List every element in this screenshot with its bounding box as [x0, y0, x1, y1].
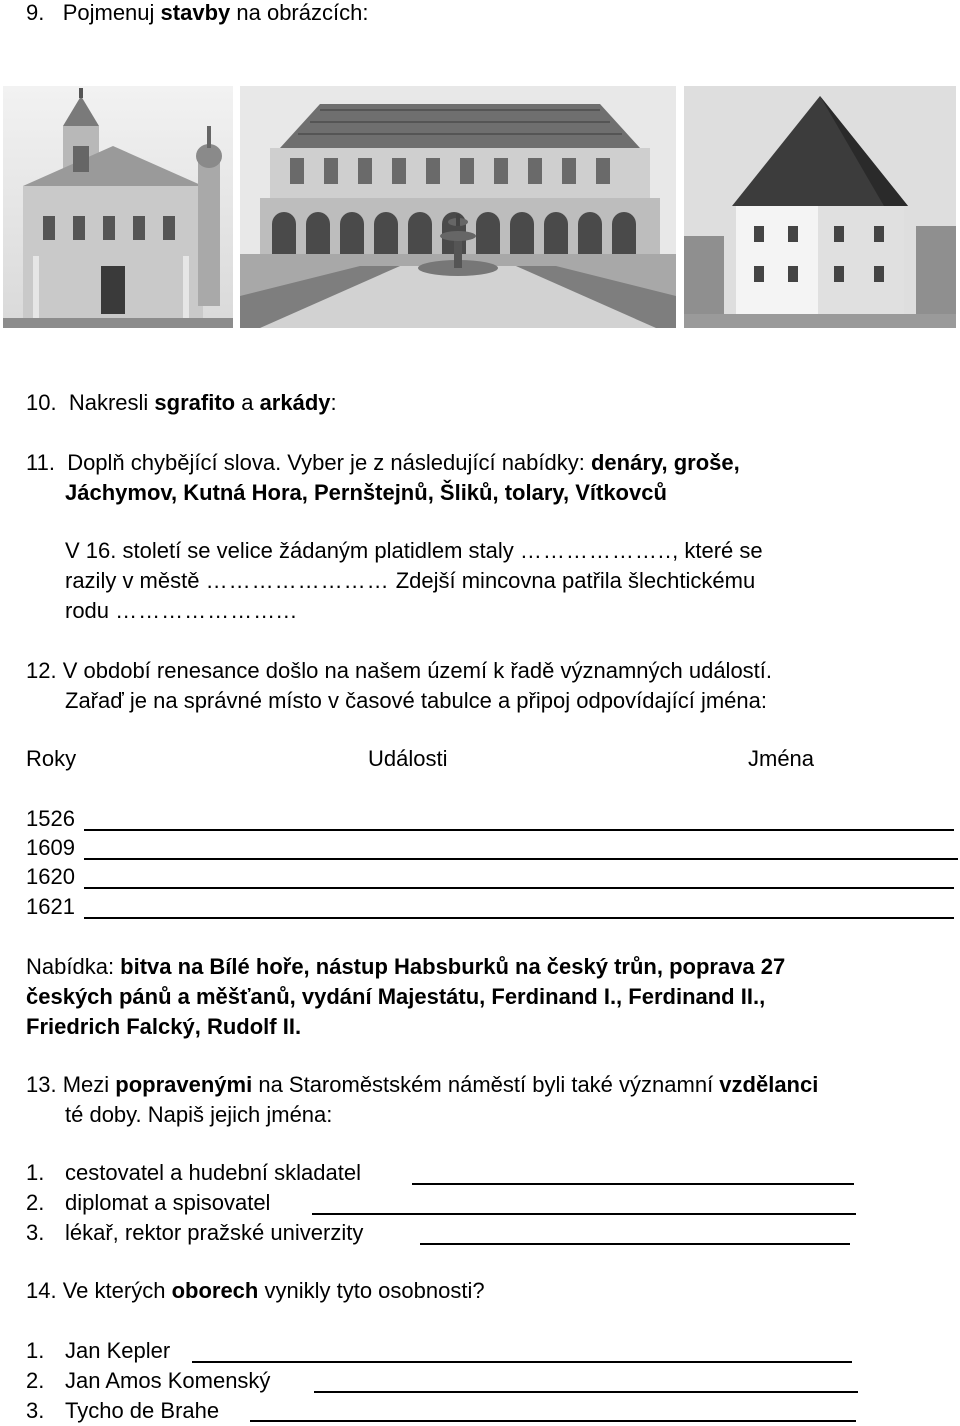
list-number: 3. — [26, 1220, 45, 1245]
list-text: Jan Kepler — [65, 1338, 171, 1363]
blank-dots-3[interactable]: ………………….. — [115, 598, 291, 623]
question-text: na Staroměstském náměstí byli také významní — [252, 1072, 720, 1097]
list-number: 2. — [26, 1190, 45, 1215]
question-12-line1 — [26, 658, 772, 684]
question-text: vynikly tyto osobnosti? — [258, 1278, 485, 1303]
question-text: Nakresli — [68, 390, 155, 415]
sentence-text: V 16. století se velice žádaným platidlem staly — [65, 538, 520, 563]
question-bold-text: popravenými — [115, 1072, 253, 1097]
question-text: Zařaď je na správné místo v časové tabulce a připoj odpovídající jména: — [65, 688, 768, 713]
offer-text: bitva na Bílé hoře, nástup Habsburků na český trůn, poprava 27 — [120, 954, 786, 979]
list-item — [26, 1368, 270, 1394]
answer-line-traveller[interactable] — [412, 1183, 854, 1185]
answer-line-brahe[interactable] — [250, 1420, 856, 1422]
answer-line-1526[interactable] — [84, 829, 954, 831]
list-number: 1. — [26, 1338, 45, 1363]
question-number: 14. — [26, 1278, 57, 1303]
question-text: : — [330, 390, 337, 415]
list-item — [26, 1160, 361, 1186]
answer-line-physician[interactable] — [420, 1243, 850, 1245]
renaissance-summer-palace-photo — [240, 86, 676, 328]
list-text: lékař, rektor pražské univerzity — [65, 1220, 364, 1245]
answer-line-1620[interactable] — [84, 887, 954, 889]
fill-in-sentence-line2 — [65, 568, 755, 594]
question-text: a — [235, 390, 260, 415]
question-number: 10. — [26, 390, 57, 415]
column-header-events: Události — [368, 746, 448, 771]
word-offer-bold: Jáchymov, Kutná Hora, Pernštejnů, Šliků, tolary, Vítkovců — [65, 480, 667, 505]
question-text: V období renesance došlo na našem území k řadě významných událostí. — [62, 658, 773, 683]
question-11-line1 — [26, 450, 740, 476]
question-number: 13. — [26, 1072, 57, 1097]
offer-label: Nabídka: — [26, 954, 121, 979]
question-11-line2 — [65, 480, 667, 506]
question-9 — [26, 0, 368, 26]
question-12-line2 — [65, 688, 767, 714]
word-offer-bold: denáry, groše, — [590, 450, 740, 475]
list-text: Jan Amos Komenský — [65, 1368, 271, 1393]
list-item — [26, 1220, 363, 1246]
baroque-church-photo — [3, 86, 233, 328]
sentence-text: , které se — [672, 538, 763, 563]
star-shaped-summer-house-photo — [684, 86, 956, 328]
fill-in-sentence-line3 — [65, 598, 297, 624]
answer-line-komensky[interactable] — [314, 1391, 858, 1393]
sentence-text: . — [290, 598, 297, 623]
list-text: cestovatel a hudební skladatel — [65, 1160, 361, 1185]
answer-line-1621[interactable] — [84, 917, 954, 919]
offer-text: Friedrich Falcký, Rudolf II. — [26, 1014, 302, 1039]
column-header-names: Jména — [748, 746, 815, 771]
question-bold-text: stavby — [160, 0, 231, 25]
question-text: Doplň chybějící slova. Vyber je z následující nabídky: — [67, 450, 591, 475]
column-header-years: Roky — [26, 746, 77, 771]
question-text: na obrázcích: — [230, 0, 369, 25]
list-number: 1. — [26, 1160, 45, 1185]
year-1620: 1620 — [26, 864, 75, 889]
list-item — [26, 1190, 270, 1216]
question-13-line1 — [26, 1072, 818, 1098]
question-number: 11. — [26, 450, 55, 475]
answer-line-kepler[interactable] — [192, 1361, 852, 1363]
fill-in-sentence-line1 — [65, 538, 763, 564]
question-text: Ve kterých — [62, 1278, 172, 1303]
question-bold-text: sgrafito — [154, 390, 236, 415]
blank-dots-1[interactable]: ……………….. — [519, 538, 673, 563]
question-number: 12. — [26, 658, 57, 683]
blank-dots-2[interactable]: …………………… — [205, 568, 390, 593]
year-1609: 1609 — [26, 835, 75, 860]
question-bold-text: arkády — [259, 390, 331, 415]
offer-text: českých pánů a měšťanů, vydání Majestátu, Ferdinand I., Ferdinand II., — [26, 984, 766, 1009]
sentence-text: rodu — [65, 598, 116, 623]
offer-line-2 — [26, 984, 765, 1010]
list-number: 3. — [26, 1398, 45, 1423]
year-1526: 1526 — [26, 806, 75, 831]
sentence-text: razily v městě — [65, 568, 206, 593]
offer-line-1 — [26, 954, 785, 980]
year-1621: 1621 — [26, 894, 75, 919]
question-13-line2: té doby. Napiš jejich jména: — [65, 1102, 333, 1127]
question-text: Mezi — [62, 1072, 116, 1097]
question-number: 9. — [26, 0, 45, 25]
sentence-text: Zdejší mincovna patřila šlechtickému — [389, 568, 756, 593]
question-bold-text: oborech — [171, 1278, 259, 1303]
answer-line-1609[interactable] — [84, 858, 958, 860]
list-item — [26, 1338, 170, 1364]
offer-line-3 — [26, 1014, 301, 1040]
question-bold-text: vzdělanci — [719, 1072, 819, 1097]
question-text: Pojmenuj — [62, 0, 161, 25]
question-14 — [26, 1278, 485, 1304]
question-10 — [26, 390, 337, 416]
list-text: diplomat a spisovatel — [65, 1190, 271, 1215]
answer-line-diplomat[interactable] — [312, 1213, 856, 1215]
list-number: 2. — [26, 1368, 45, 1393]
list-item — [26, 1398, 219, 1424]
list-text: Tycho de Brahe — [65, 1398, 220, 1423]
